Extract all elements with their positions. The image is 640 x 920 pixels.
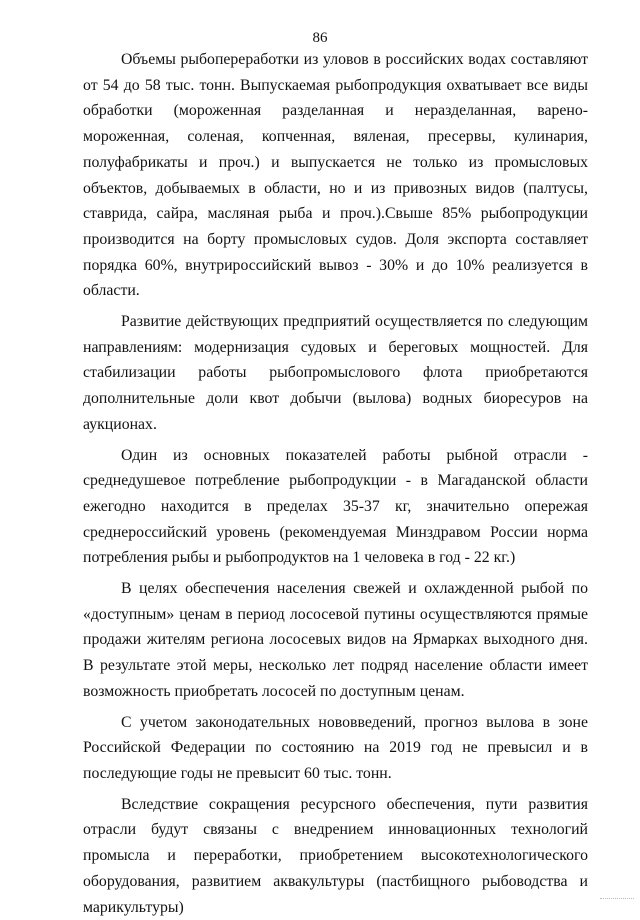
paragraph-per-capita-consumption: Один из основных показателей работы рыбной отрасли - среднедушевое потребление рыбопродукции - в Магаданской области ежегодно находится в пределах 35-37 кг, значительно опережая среднероссийский уровень (рекомендуемая Минздравом России норма потребления рыбы и рыбопродуктов на 1 человека в год - 22 кг.): [83, 446, 588, 567]
page-number: 86: [312, 30, 328, 46]
body-text: [83, 47, 588, 920]
scan-artifact: [600, 898, 634, 899]
paragraph-catch-forecast: С учетом законодательных нововведений, прогноз вылова в зоне Российской Федерации по состоянию на 2019 год не превысил и в последующие годы не превысит 60 тыс. тонн.: [83, 713, 588, 782]
paragraph-fish-processing-volumes: Объемы рыбопереработки из уловов в российских водах составляют от 54 до 58 тыс. тонн. Выпускаемая рыбопродукция охватывает все виды обработки (мороженная разделанная и неразделанная, варено-мороженная, соленая, копченная, вяленая, пресервы, кулинария, полуфабрикаты и проч.) и выпускается не только из промысловых объектов, добываемых в области, но и из привозных видов (палтусы, ставрида, сайра, масляная рыба и проч.).Свыше 85% рыбопродукции производится на борту промысловых судов. Доля экспорта составляет порядка 60%, внутрироссийский вывоз - 30% и до 10% реализуется в области.: [83, 51, 588, 300]
paragraph-industry-development-paths: Вследствие сокращения ресурсного обеспечения, пути развития отрасли будут связаны с внедрением инновационных технологий промысла и переработки, приобретением высокотехнологического оборудования, развитием аквакультуры (пастбищного рыбоводства и марикультуры): [83, 795, 588, 916]
paragraph-salmon-fairs: В целях обеспечения населения свежей и охлажденной рыбой по «доступным» ценам в период лососевой путины осуществляются прямые продажи жителям региона лососевых видов на Ярмарках выходного дня. В результате этой меры, несколько лет подряд население области имеет возможность приобретать лососей по доступным ценам.: [83, 580, 588, 700]
paragraph-enterprise-development: Развитие действующих предприятий осуществляется по следующим направлениям: модернизация судовых и береговых мощностей. Для стабилизации работы рыбопромыслового флота приобретаются дополнительные доли квот добычи (вылова) водных биоресуров на аукционах.: [83, 313, 588, 433]
